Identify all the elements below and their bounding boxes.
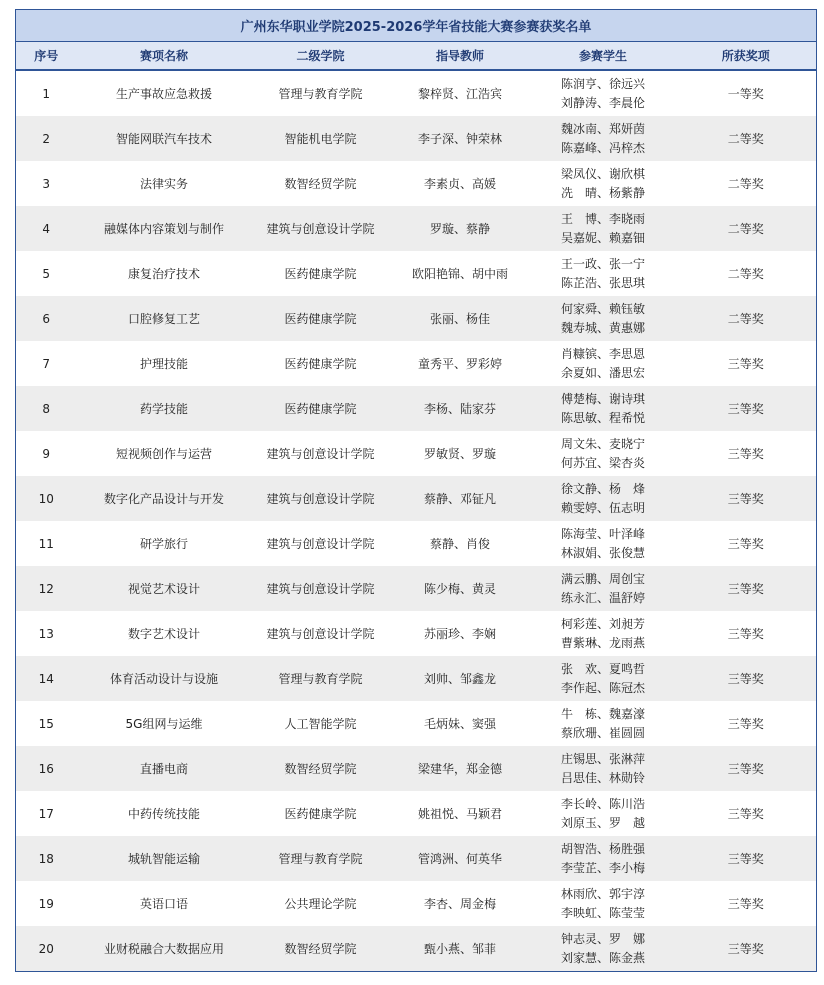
header-event: 赛项名称 bbox=[77, 42, 252, 71]
cell-teachers: 李素贞、高媛 bbox=[390, 161, 531, 206]
student-line: 曹紫琳、龙雨燕 bbox=[560, 635, 645, 650]
cell-school: 建筑与创意设计学院 bbox=[252, 566, 390, 611]
table-row bbox=[16, 881, 817, 926]
cell-teachers: 毛炳妹、窦强 bbox=[390, 701, 531, 746]
cell-no: 7 bbox=[16, 341, 77, 386]
award-table bbox=[15, 9, 817, 972]
header-students: 参赛学生 bbox=[531, 42, 676, 71]
cell-teachers: 张丽、杨佳 bbox=[390, 296, 531, 341]
cell-no: 14 bbox=[16, 656, 77, 701]
cell-event: 短视频创作与运营 bbox=[77, 431, 252, 476]
cell-school: 管理与教育学院 bbox=[252, 656, 390, 701]
student-line: 傅楚梅、谢诗琪 bbox=[560, 391, 645, 406]
student-line: 李长岭、陈川浩 bbox=[560, 796, 645, 811]
student-line: 徐文静、杨 烽 bbox=[560, 481, 645, 496]
cell-students bbox=[531, 656, 676, 701]
cell-event: 智能网联汽车技术 bbox=[77, 116, 252, 161]
cell-no: 4 bbox=[16, 206, 77, 251]
cell-event: 直播电商 bbox=[77, 746, 252, 791]
cell-event: 数字化产品设计与开发 bbox=[77, 476, 252, 521]
cell-school: 建筑与创意设计学院 bbox=[252, 521, 390, 566]
cell-no: 18 bbox=[16, 836, 77, 881]
cell-students bbox=[531, 431, 676, 476]
cell-teachers: 梁建华，郑金德 bbox=[390, 746, 531, 791]
student-line: 王 博、李晓雨 bbox=[560, 211, 645, 226]
cell-event: 护理技能 bbox=[77, 341, 252, 386]
student-line: 魏寿城、黄惠娜 bbox=[560, 320, 645, 335]
cell-school: 医药健康学院 bbox=[252, 791, 390, 836]
table-row bbox=[16, 476, 817, 521]
table-title: 广州东华职业学院2025-2026学年省技能大赛参赛获奖名单 bbox=[16, 10, 817, 42]
cell-school: 智能机电学院 bbox=[252, 116, 390, 161]
table-row bbox=[16, 566, 817, 611]
cell-award: 二等奖 bbox=[676, 296, 817, 341]
cell-no: 12 bbox=[16, 566, 77, 611]
table-row bbox=[16, 431, 817, 476]
student-line: 庄锡思、张淋萍 bbox=[560, 751, 645, 766]
cell-award: 二等奖 bbox=[676, 116, 817, 161]
cell-no: 8 bbox=[16, 386, 77, 431]
cell-no: 11 bbox=[16, 521, 77, 566]
table-row bbox=[16, 656, 817, 701]
title-row bbox=[16, 10, 817, 42]
cell-students bbox=[531, 926, 676, 972]
cell-no: 17 bbox=[16, 791, 77, 836]
cell-school: 建筑与创意设计学院 bbox=[252, 476, 390, 521]
table-row bbox=[16, 926, 817, 972]
student-line: 陈嘉峰、冯梓杰 bbox=[560, 140, 645, 155]
cell-students bbox=[531, 206, 676, 251]
cell-no: 2 bbox=[16, 116, 77, 161]
cell-award: 三等奖 bbox=[676, 611, 817, 656]
student-line: 梁凤仪、谢欣棋 bbox=[560, 166, 645, 181]
table-row bbox=[16, 791, 817, 836]
cell-school: 人工智能学院 bbox=[252, 701, 390, 746]
header-school: 二级学院 bbox=[252, 42, 390, 71]
cell-students bbox=[531, 296, 676, 341]
cell-students bbox=[531, 116, 676, 161]
cell-teachers: 管鸿洲、何英华 bbox=[390, 836, 531, 881]
cell-event: 研学旅行 bbox=[77, 521, 252, 566]
student-line: 冼 晴、杨紫静 bbox=[560, 185, 645, 200]
student-line: 林雨欣、郭宇淳 bbox=[560, 886, 645, 901]
cell-teachers: 蔡静、肖俊 bbox=[390, 521, 531, 566]
student-line: 余夏如、潘思宏 bbox=[560, 365, 645, 380]
cell-teachers: 罗敏贤、罗璇 bbox=[390, 431, 531, 476]
cell-students bbox=[531, 341, 676, 386]
cell-students bbox=[531, 611, 676, 656]
table-row bbox=[16, 296, 817, 341]
cell-teachers: 欧阳艳锦、胡中雨 bbox=[390, 251, 531, 296]
cell-event: 业财税融合大数据应用 bbox=[77, 926, 252, 972]
student-line: 何苏宜、梁杏炎 bbox=[560, 455, 645, 470]
cell-school: 管理与教育学院 bbox=[252, 70, 390, 116]
cell-award: 一等奖 bbox=[676, 70, 817, 116]
cell-event: 5G组网与运维 bbox=[77, 701, 252, 746]
cell-school: 数智经贸学院 bbox=[252, 746, 390, 791]
student-line: 吴嘉妮、赖嘉钿 bbox=[560, 230, 645, 245]
student-line: 练永汇、温舒婷 bbox=[560, 590, 645, 605]
table-row bbox=[16, 206, 817, 251]
cell-school: 管理与教育学院 bbox=[252, 836, 390, 881]
cell-event: 法律实务 bbox=[77, 161, 252, 206]
cell-event: 体育活动设计与设施 bbox=[77, 656, 252, 701]
cell-no: 15 bbox=[16, 701, 77, 746]
student-line: 林淑娟、张俊慧 bbox=[560, 545, 645, 560]
cell-no: 16 bbox=[16, 746, 77, 791]
cell-students bbox=[531, 386, 676, 431]
cell-event: 生产事故应急救援 bbox=[77, 70, 252, 116]
table-row bbox=[16, 116, 817, 161]
student-line: 牛 栋、魏嘉濠 bbox=[560, 706, 645, 721]
cell-event: 口腔修复工艺 bbox=[77, 296, 252, 341]
table-row bbox=[16, 521, 817, 566]
cell-award: 三等奖 bbox=[676, 836, 817, 881]
student-line: 张 欢、夏鸣哲 bbox=[560, 661, 645, 676]
cell-award: 三等奖 bbox=[676, 566, 817, 611]
cell-award: 三等奖 bbox=[676, 521, 817, 566]
table-row bbox=[16, 70, 817, 116]
cell-students bbox=[531, 791, 676, 836]
student-line: 魏冰南、郑妍茵 bbox=[560, 121, 645, 136]
cell-no: 6 bbox=[16, 296, 77, 341]
cell-school: 医药健康学院 bbox=[252, 296, 390, 341]
student-line: 蔡欣珊、崔圆圆 bbox=[560, 725, 645, 740]
cell-school: 数智经贸学院 bbox=[252, 926, 390, 972]
student-line: 陈海莹、叶泽峰 bbox=[560, 526, 645, 541]
cell-school: 建筑与创意设计学院 bbox=[252, 431, 390, 476]
cell-students bbox=[531, 701, 676, 746]
cell-teachers: 姚祖悦、马颖君 bbox=[390, 791, 531, 836]
table-row bbox=[16, 611, 817, 656]
student-line: 柯彩莲、刘昶芳 bbox=[560, 616, 645, 631]
cell-event: 视觉艺术设计 bbox=[77, 566, 252, 611]
cell-teachers: 蔡静、邓钲凡 bbox=[390, 476, 531, 521]
student-line: 钟志灵、罗 娜 bbox=[560, 931, 645, 946]
header-teachers: 指导教师 bbox=[390, 42, 531, 71]
student-line: 刘家慧、陈金燕 bbox=[560, 950, 645, 965]
cell-students bbox=[531, 836, 676, 881]
cell-teachers: 苏丽珍、李娴 bbox=[390, 611, 531, 656]
cell-award: 三等奖 bbox=[676, 386, 817, 431]
cell-school: 医药健康学院 bbox=[252, 341, 390, 386]
student-line: 周文朱、麦晓宁 bbox=[560, 436, 645, 451]
cell-award: 三等奖 bbox=[676, 881, 817, 926]
cell-no: 13 bbox=[16, 611, 77, 656]
student-line: 陈润亨、徐远兴 bbox=[560, 76, 645, 91]
cell-teachers: 罗璇、蔡静 bbox=[390, 206, 531, 251]
cell-teachers: 甄小燕、邹菲 bbox=[390, 926, 531, 972]
cell-teachers: 黎梓贤、江浩宾 bbox=[390, 70, 531, 116]
cell-teachers: 李杨、陆家芬 bbox=[390, 386, 531, 431]
cell-students bbox=[531, 881, 676, 926]
cell-award: 三等奖 bbox=[676, 476, 817, 521]
cell-award: 三等奖 bbox=[676, 701, 817, 746]
cell-no: 3 bbox=[16, 161, 77, 206]
cell-award: 三等奖 bbox=[676, 746, 817, 791]
cell-teachers: 李杏、周金梅 bbox=[390, 881, 531, 926]
cell-award: 三等奖 bbox=[676, 431, 817, 476]
student-line: 何家舜、赖钰敏 bbox=[560, 301, 645, 316]
student-line: 陈思敏、程希悦 bbox=[560, 410, 645, 425]
cell-school: 建筑与创意设计学院 bbox=[252, 611, 390, 656]
student-line: 胡智浩、杨胜强 bbox=[560, 841, 645, 856]
student-line: 赖雯婷、伍志明 bbox=[560, 500, 645, 515]
cell-award: 二等奖 bbox=[676, 251, 817, 296]
cell-event: 数字艺术设计 bbox=[77, 611, 252, 656]
table-body bbox=[16, 70, 817, 972]
cell-event: 中药传统技能 bbox=[77, 791, 252, 836]
student-line: 吕思佳、林勋铃 bbox=[560, 770, 645, 785]
student-line: 李莹芷、李小梅 bbox=[560, 860, 645, 875]
cell-no: 1 bbox=[16, 70, 77, 116]
table-row bbox=[16, 746, 817, 791]
cell-award: 二等奖 bbox=[676, 161, 817, 206]
cell-event: 康复治疗技术 bbox=[77, 251, 252, 296]
table-row bbox=[16, 701, 817, 746]
cell-event: 融媒体内容策划与制作 bbox=[77, 206, 252, 251]
cell-school: 公共理论学院 bbox=[252, 881, 390, 926]
header-award: 所获奖项 bbox=[676, 42, 817, 71]
cell-students bbox=[531, 566, 676, 611]
student-line: 李作起、陈冠杰 bbox=[560, 680, 645, 695]
cell-students bbox=[531, 251, 676, 296]
cell-award: 三等奖 bbox=[676, 926, 817, 972]
student-line: 刘原玉、罗 越 bbox=[560, 815, 645, 830]
cell-award: 三等奖 bbox=[676, 656, 817, 701]
cell-students bbox=[531, 746, 676, 791]
table-row bbox=[16, 836, 817, 881]
cell-award: 三等奖 bbox=[676, 341, 817, 386]
cell-students bbox=[531, 161, 676, 206]
student-line: 王一政、张一宁 bbox=[560, 256, 645, 271]
cell-teachers: 李子深、钟荣林 bbox=[390, 116, 531, 161]
cell-no: 9 bbox=[16, 431, 77, 476]
table-row bbox=[16, 341, 817, 386]
table-row bbox=[16, 386, 817, 431]
student-line: 陈芷浩、张思琪 bbox=[560, 275, 645, 290]
cell-no: 5 bbox=[16, 251, 77, 296]
header-no: 序号 bbox=[16, 42, 77, 71]
student-line: 刘静涛、李晨伦 bbox=[560, 95, 645, 110]
cell-event: 英语口语 bbox=[77, 881, 252, 926]
cell-award: 二等奖 bbox=[676, 206, 817, 251]
cell-event: 城轨智能运输 bbox=[77, 836, 252, 881]
cell-event: 药学技能 bbox=[77, 386, 252, 431]
cell-teachers: 陈少梅、黄灵 bbox=[390, 566, 531, 611]
cell-no: 10 bbox=[16, 476, 77, 521]
table-row bbox=[16, 161, 817, 206]
cell-teachers: 童秀平、罗彩婷 bbox=[390, 341, 531, 386]
cell-students bbox=[531, 476, 676, 521]
cell-school: 医药健康学院 bbox=[252, 386, 390, 431]
cell-school: 数智经贸学院 bbox=[252, 161, 390, 206]
student-line: 李映虹、陈莹莹 bbox=[560, 905, 645, 920]
student-line: 肖糠镔、李思恩 bbox=[560, 346, 645, 361]
header-row bbox=[16, 42, 817, 71]
cell-students bbox=[531, 521, 676, 566]
table-row bbox=[16, 251, 817, 296]
cell-school: 建筑与创意设计学院 bbox=[252, 206, 390, 251]
cell-students bbox=[531, 70, 676, 116]
cell-school: 医药健康学院 bbox=[252, 251, 390, 296]
cell-teachers: 刘帅、邹鑫龙 bbox=[390, 656, 531, 701]
cell-no: 19 bbox=[16, 881, 77, 926]
cell-no: 20 bbox=[16, 926, 77, 972]
cell-award: 三等奖 bbox=[676, 791, 817, 836]
student-line: 满云鹏、周创宝 bbox=[560, 571, 645, 586]
